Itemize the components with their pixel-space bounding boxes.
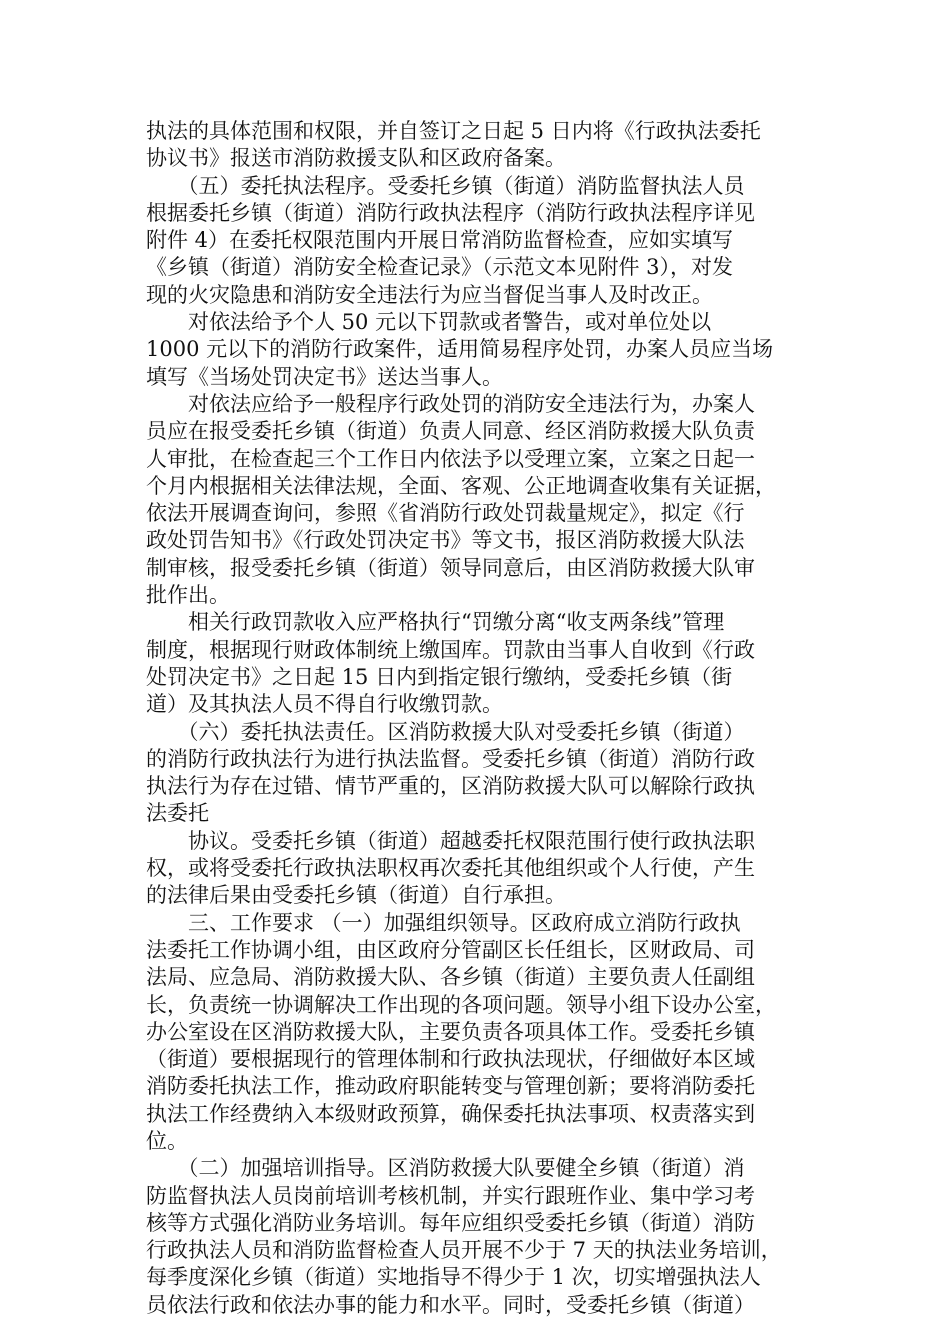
text-line: 协议书》报送市消防救援支队和区政府备案。 [146,146,566,171]
text-line: 填写《当场处罚决定书》送达当事人。 [146,364,503,389]
text-line: （街道）要根据现行的管理体制和行政执法现状，仔细做好本区域 [146,1047,755,1072]
text-line: 每季度深化乡镇（街道）实地指导不得少于 1 次，切实增强执法人 [146,1265,761,1290]
text-line: （五）委托执法程序。受委托乡镇（街道）消防监督执法人员 [146,173,745,198]
text-line: 道）及其执法人员不得自行收缴罚款。 [146,692,503,717]
text-line: 行政执法人员和消防监督检查人员开展不少于 7 天的执法业务培训， [146,1238,782,1263]
text-line: 核等方式强化消防业务培训。每年应组织受委托乡镇（街道）消防 [146,1210,755,1235]
text-line: 制审核，报受委托乡镇（街道）领导同意后，由区消防救援大队审 [146,555,755,580]
text-line: 法局、应急局、消防救援大队、各乡镇（街道）主要负责人任副组 [146,965,755,990]
text-line: 处罚决定书》之日起 15 日内到指定银行缴纳，受委托乡镇（街 [146,664,733,689]
text-line: 相关行政罚款收入应严格执行“罚缴分离“收支两条线”管理 [146,610,725,635]
text-line: 员依法行政和依法办事的能力和水平。同时，受委托乡镇（街道） [146,1292,755,1317]
text-line: 办公室设在区消防救援大队，主要负责各项具体工作。受委托乡镇 [146,1019,755,1044]
text-line: 1000 元以下的消防行政案件，适用简易程序处罚，办案人员应当场 [146,337,774,362]
text-line: 《乡镇（街道）消防安全检查记录》（示范文本见附件 3），对发 [146,255,734,280]
text-line: 政处罚告知书》《行政处罚决定书》等文书，报区消防救援大队法 [146,528,745,553]
text-line: 防监督执法人员岗前培训考核机制，并实行跟班作业、集中学习考 [146,1183,755,1208]
text-line: 对依法应给予一般程序行政处罚的消防安全违法行为，办案人 [146,391,755,416]
text-line: 附件 4）在委托权限范围内开展日常消防监督检查，应如实填写 [146,228,734,253]
text-line: 对依法给予个人 50 元以下罚款或者警告，或对单位处以 [146,310,712,335]
text-line: 法委托 [146,801,209,826]
text-line: 的法律后果由受委托乡镇（街道）自行承担。 [146,883,566,908]
text-line: 员应在报受委托乡镇（街道）负责人同意、经区消防救援大队负责 [146,419,755,444]
text-line: 三、工作要求 （一）加强组织领导。区政府成立消防行政执 [146,910,741,935]
text-line: 长，负责统一协调解决工作出现的各项问题。领导小组下设办公室， [146,992,776,1017]
text-line: 根据委托乡镇（街道）消防行政执法程序（消防行政执法程序详见 [146,200,755,225]
text-line: 协议。受委托乡镇（街道）超越委托权限范围行使行政执法职 [146,828,755,853]
text-line: （六）委托执法责任。区消防救援大队对受委托乡镇（街道） [146,719,745,744]
text-line: 权，或将受委托行政执法职权再次委托其他组织或个人行使，产生 [146,856,755,881]
text-line: 批作出。 [146,583,230,608]
text-line: 的消防行政执法行为进行执法监督。受委托乡镇（街道）消防行政 [146,746,755,771]
text-line: 执法工作经费纳入本级财政预算，确保委托执法事项、权责落实到 [146,1101,755,1126]
text-line: 人审批，在检查起三个工作日内依法予以受理立案，立案之日起一 [146,446,755,471]
text-line: 执法行为存在过错、情节严重的，区消防救援大队可以解除行政执 [146,774,755,799]
text-line: 执法的具体范围和权限，并自签订之日起 5 日内将《行政执法委托 [146,119,761,143]
text-line: 消防委托执法工作，推动政府职能转变与管理创新；要将消防委托 [146,1074,755,1099]
text-line: 个月内根据相关法律法规，全面、客观、公正地调查收集有关证据， [146,473,776,498]
text-line: 位。 [146,1128,188,1153]
document-body [146,118,826,1319]
text-line: 现的火灾隐患和消防安全违法行为应当督促当事人及时改正。 [146,282,713,307]
text-line: 制度，根据现行财政体制统上缴国库。罚款由当事人自收到《行政 [146,637,755,662]
text-line: 依法开展调查询问，参照《省消防行政处罚裁量规定》，拟定《行 [146,501,745,526]
text-line: （二）加强培训指导。区消防救援大队要健全乡镇（街道）消 [146,1156,745,1181]
text-line: 法委托工作协调小组，由区政府分管副区长任组长，区财政局、司 [146,937,755,962]
